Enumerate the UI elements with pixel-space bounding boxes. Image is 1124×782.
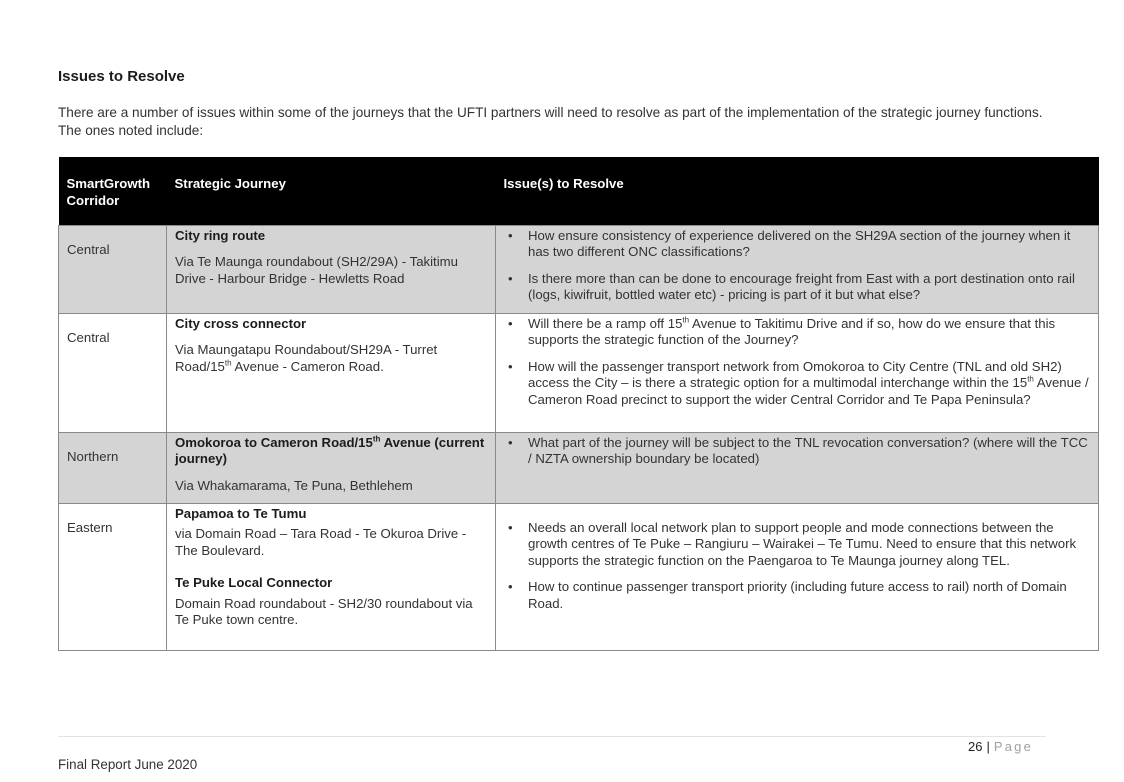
issue-item: • How ensure consistency of experience delivered on the SH29A section of the journey when it has two different ONC classifications? — [504, 228, 1090, 261]
table-row — [59, 432, 1099, 503]
issues-cell — [496, 225, 1099, 313]
intro-paragraph: There are a number of issues within some of the journeys that the UFTI partners will need to resolve as part of the implementation of the strategic journey functions. The ones noted include: — [58, 105, 1043, 138]
issues-cell — [496, 503, 1099, 650]
issue-item: • What part of the journey will be subject to the TNL revocation conversation? (where will the TCC / NZTA ownership boundary be located) — [504, 435, 1090, 468]
journey-via: Via Maungatapu Roundabout/SH29A - Turret Road/15th Avenue - Cameron Road. — [175, 342, 438, 374]
issues-cell — [496, 432, 1099, 503]
journey-cell — [167, 225, 496, 313]
footer-divider — [58, 736, 1046, 737]
journey-cell — [167, 503, 496, 650]
table-header-row — [59, 157, 1099, 225]
corridor-cell: Central — [59, 225, 167, 313]
journey-via: Via Whakamarama, Te Puna, Bethlehem — [175, 477, 413, 493]
table-row — [59, 225, 1099, 313]
issue-item: • How will the passenger transport network from Omokoroa to City Centre (TNL and old SH2) access the City – is there a strategic option for a multimodal interchange within the 15th Avenue / Cameron Road precinct to support the wider Central Corridor and Te Papa Peninsula? — [504, 359, 1090, 409]
journey-via: Domain Road roundabout - SH2/30 roundabout via Te Puke town centre. — [175, 595, 473, 627]
table-row — [59, 503, 1099, 650]
issue-item: • How to continue passenger transport priority (including future access to rail) north of Domain Road. — [504, 579, 1090, 612]
section-heading: Issues to Resolve — [58, 68, 185, 85]
journey-cell — [167, 432, 496, 503]
journey-title: City ring route — [175, 227, 266, 243]
footer-report-label: Final Report June 2020 — [58, 757, 198, 772]
page-number: 26 | Page — [968, 739, 1034, 754]
journey-via: via Domain Road – Tara Road - Te Okuroa Drive - The Boulevard. — [175, 526, 467, 558]
journey-cell — [167, 313, 496, 432]
issues-cell — [496, 313, 1099, 432]
journey-title: Omokoroa to Cameron Road/15th Avenue (current journey) — [175, 434, 485, 466]
issue-item: • Will there be a ramp off 15th Avenue to Takitimu Drive and if so, how do we ensure that this supports the strategic function of the Journey? — [504, 316, 1090, 349]
journey-via: Via Te Maunga roundabout (SH2/29A) - Takitimu Drive - Harbour Bridge - Hewletts Road — [175, 254, 458, 286]
journey-title: Papamoa to Te Tumu — [175, 505, 307, 521]
header-issues: Issue(s) to Resolve — [496, 157, 1099, 225]
header-corridor: SmartGrowth Corridor — [59, 157, 167, 225]
journey-title: Te Puke Local Connector — [175, 575, 333, 590]
journey-title: City cross connector — [175, 315, 307, 331]
issue-item: • Needs an overall local network plan to support people and mode connections between the growth centres of Te Puke – Rangiuru – Wairakei – Te Tumu. Need to ensure that this network supports the strategic function on the Paengaroa to Te Maunga journey along TEL. — [504, 520, 1090, 570]
issues-table — [58, 157, 1099, 651]
corridor-cell: Northern — [59, 432, 167, 503]
table-row — [59, 313, 1099, 432]
issue-item: • Is there more than can be done to encourage freight from East with a port destination onto rail (logs, kiwifruit, bottled water etc) - pricing is part of it but what else? — [504, 271, 1090, 304]
corridor-cell: Central — [59, 313, 167, 432]
header-journey: Strategic Journey — [167, 157, 496, 225]
corridor-cell: Eastern — [59, 503, 167, 650]
